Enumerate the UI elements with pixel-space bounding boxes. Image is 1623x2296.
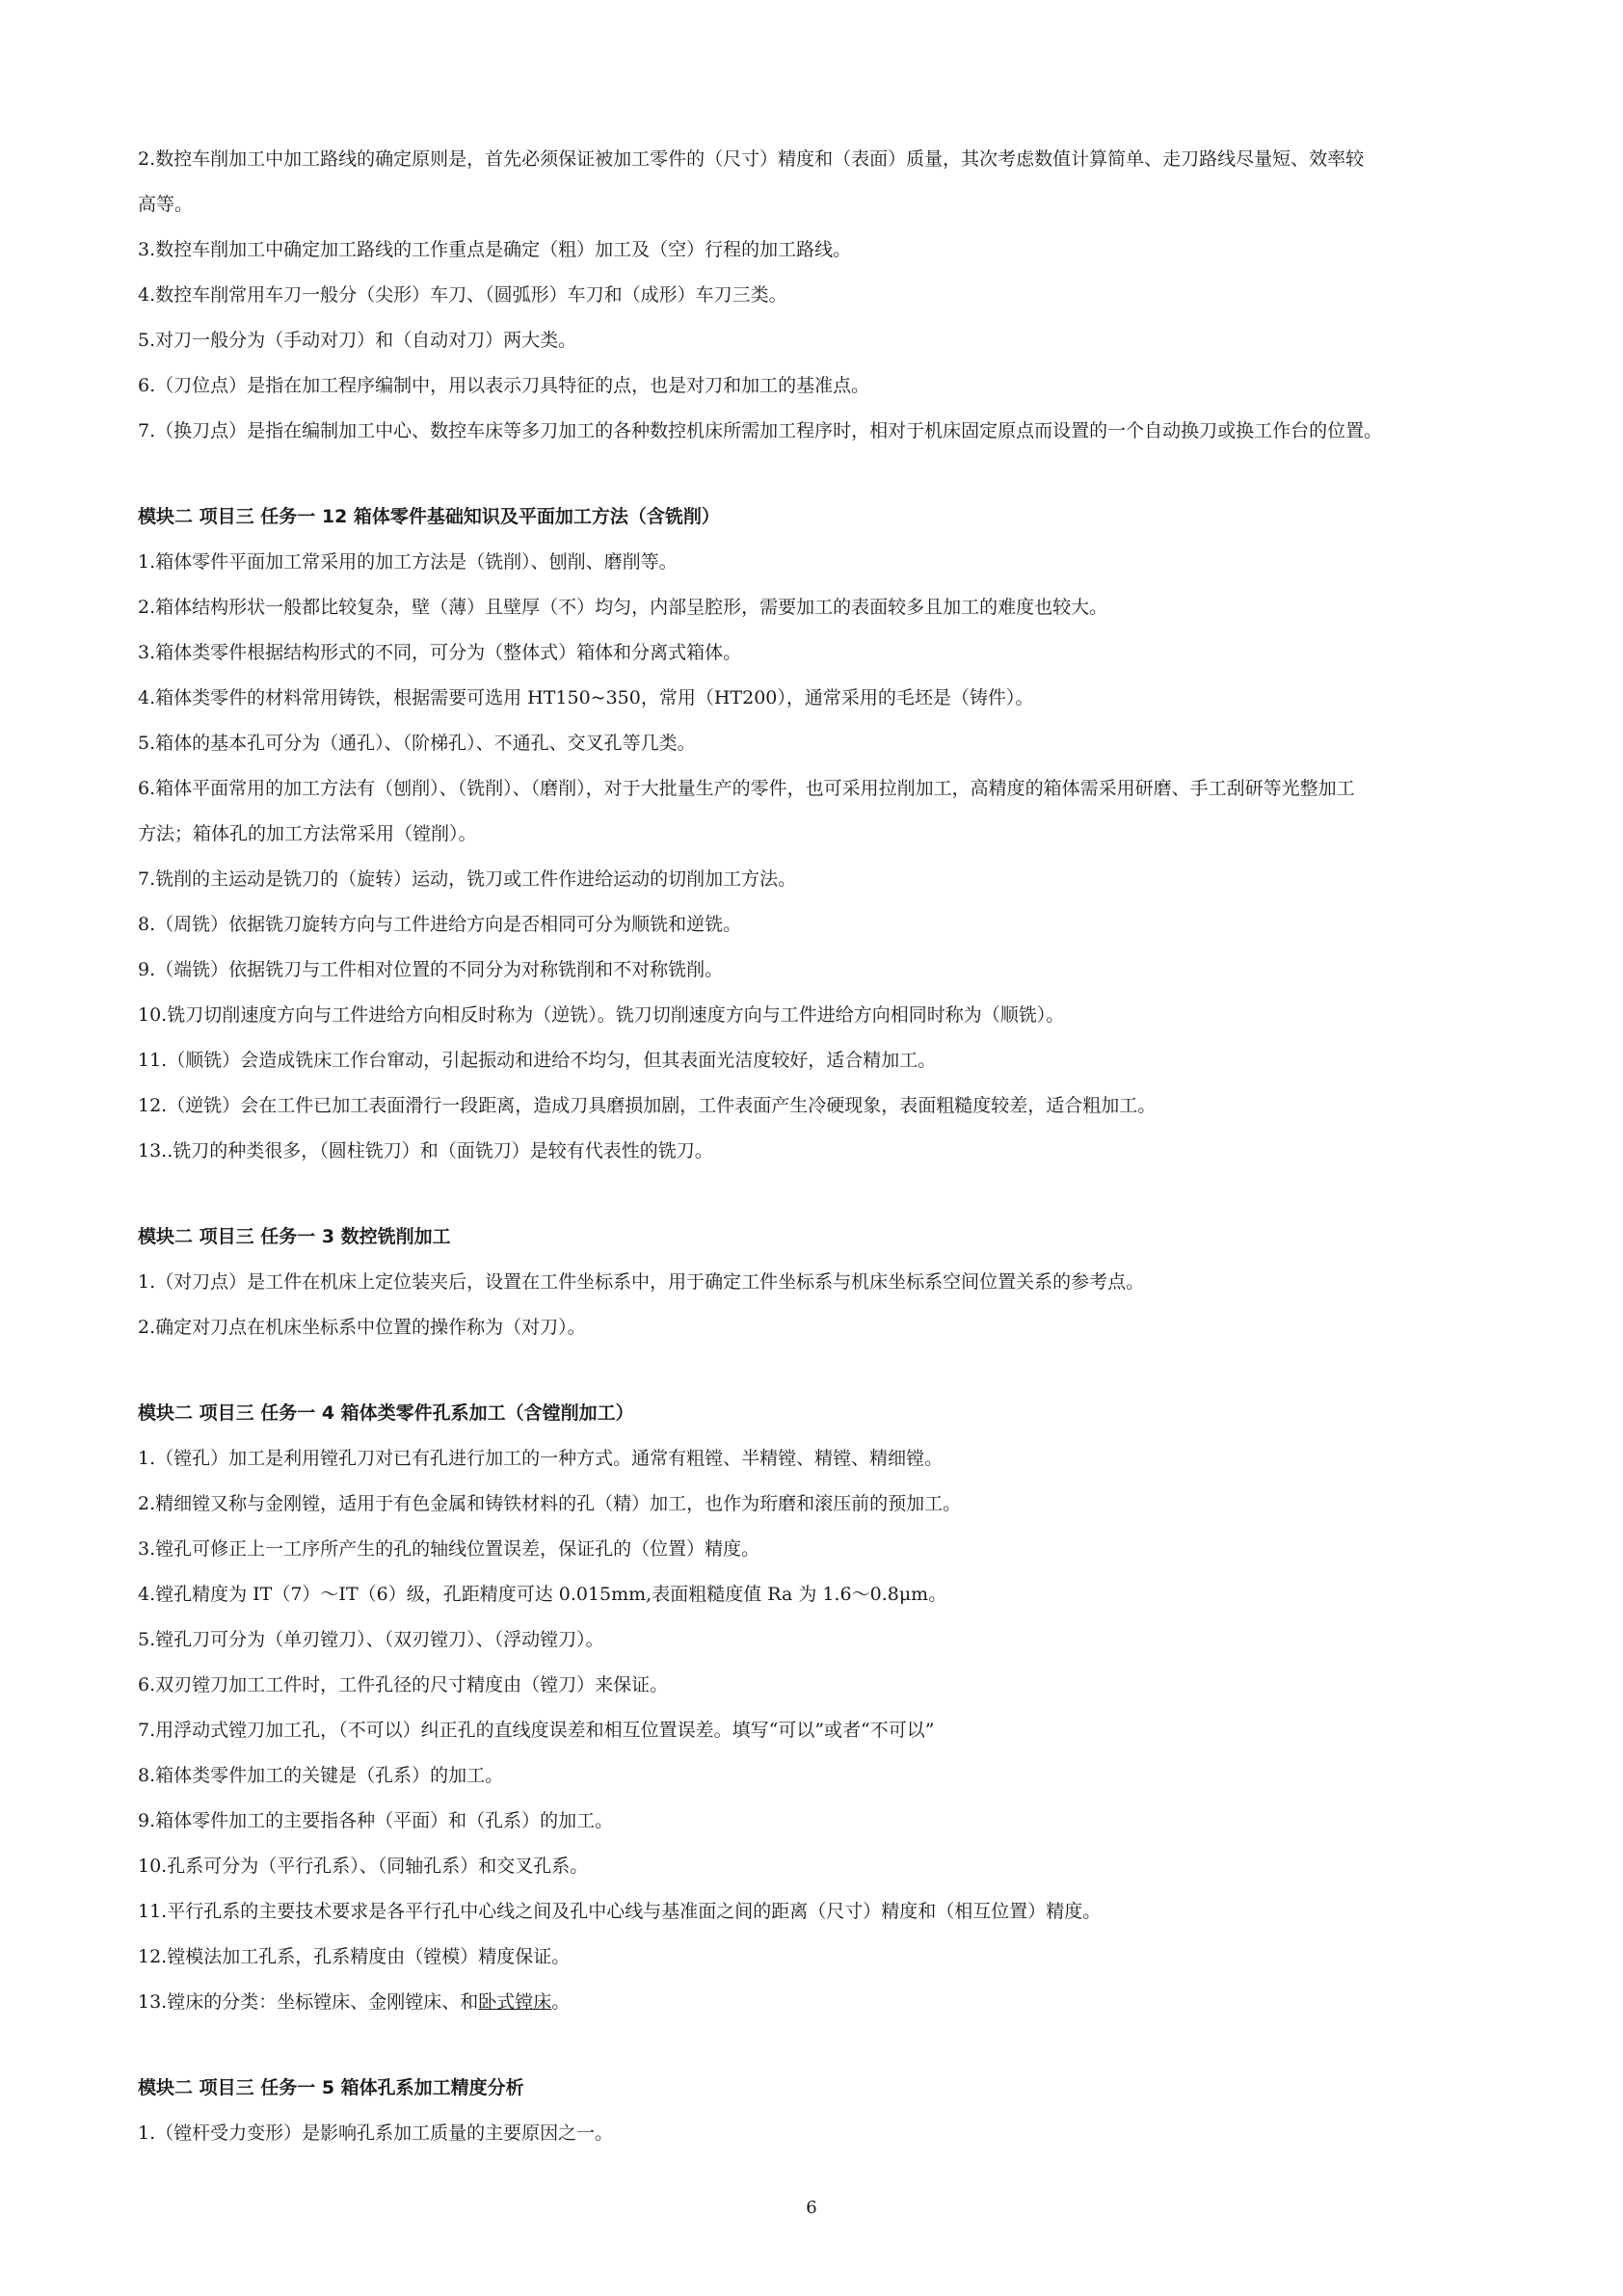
text-line: 6.双刃镗刀加工工件时，工件孔径的尺寸精度由（镗刀）来保证。: [138, 1674, 669, 1695]
text-line: 7.用浮动式镗刀加工孔，（不可以）纠正孔的直线度误差和相互位置误差。填写“可以”或者“不可以”: [138, 1720, 935, 1741]
text-fragment: 。: [551, 1991, 571, 2013]
text-line: 3.数控车削加工中确定加工路线的工作重点是确定（粗）加工及（空）行程的加工路线。: [138, 239, 852, 260]
text-line: 9.箱体零件加工的主要指各种（平面）和（孔系）的加工。: [138, 1810, 614, 1831]
text-line: 12.镗模法加工孔系，孔系精度由（镗模）精度保证。: [138, 1946, 571, 1967]
text-line: 5.镗孔刀可分为（单刃镗刀）、（双刃镗刀）、（浮动镗刀）。: [138, 1629, 604, 1650]
section-heading: 模块二 项目三 任务一 12 箱体零件基础知识及平面加工方法（含铣削）: [138, 506, 720, 527]
section-cnc-milling: [138, 1215, 1506, 1350]
text-line: 2.精细镗又称与金刚镗，适用于有色金属和铸铁材料的孔（精）加工，也作为珩磨和滚压前的预加工。: [138, 1493, 962, 1514]
section-spacer: [138, 454, 1506, 494]
section-spacer: [138, 1350, 1506, 1391]
text-fragment: 13.镗床的分类：坐标镗床、金刚镗床、和: [138, 1991, 479, 2013]
text-line: 13..铣刀的种类很多，（圆柱铣刀）和（面铣刀）是较有代表性的铣刀。: [138, 1140, 713, 1161]
text-line: 5.对刀一般分为（手动对刀）和（自动对刀）两大类。: [138, 330, 577, 351]
text-line: 10.铣刀切削速度方向与工件进给方向相反时称为（逆铣）。铣刀切削速度方向与工件进给方向相同时称为（顺铣）。: [138, 1004, 1065, 1026]
text-line: 6.（刀位点）是指在加工程序编制中，用以表示刀具特征的点，也是对刀和加工的基准点。: [138, 375, 870, 396]
text-line: 高等。: [138, 194, 194, 215]
section-precision-analysis: [138, 2066, 1506, 2156]
underlined-term: 卧式镗床: [478, 1991, 552, 2013]
section-spacer: [138, 1174, 1506, 1215]
text-line: 方法；箱体孔的加工方法常采用（镗削）。: [138, 823, 477, 844]
section-intro: [138, 137, 1506, 454]
section-hole-system-machining: [138, 1391, 1506, 2025]
text-line: 9.（端铣）依据铣刀与工件相对位置的不同分为对称铣削和不对称铣削。: [138, 959, 724, 980]
text-line: 3.镗孔可修正上一工序所产生的孔的轴线位置误差，保证孔的（位置）精度。: [138, 1538, 760, 1560]
text-line: 7.铣削的主运动是铣刀的（旋转）运动，铣刀或工件作进给运动的切削加工方法。: [138, 868, 797, 890]
document-content: [138, 137, 1506, 2156]
text-line: 2.确定对刀点在机床坐标系中位置的操作称为（对刀）。: [138, 1317, 586, 1338]
text-line: 12.（逆铣）会在工件已加工表面滑行一段距离，造成刀具磨损加剧，工件表面产生冷硬现象，表面粗糙度较差，适合粗加工。: [138, 1095, 1157, 1116]
section-box-parts-basics: [138, 494, 1506, 1174]
section-spacer: [138, 2025, 1506, 2066]
section-heading: 模块二 项目三 任务一 5 箱体孔系加工精度分析: [138, 2077, 524, 2098]
text-line: 4.箱体类零件的材料常用铸铁，根据需要可选用 HT150~350，常用（HT200），通常采用的毛坯是（铸件）。: [138, 687, 1034, 708]
text-line: 11.平行孔系的主要技术要求是各平行孔中心线之间及孔中心线与基准面之间的距离（尺寸）精度和（相互位置）精度。: [138, 1901, 1102, 1922]
page-number: 6: [806, 2198, 817, 2218]
text-line-with-underline: [138, 1980, 1506, 2025]
text-line: 8.（周铣）依据铣刀旋转方向与工件进给方向是否相同可分为顺铣和逆铣。: [138, 914, 742, 935]
text-line: 10.孔系可分为（平行孔系）、（同轴孔系）和交叉孔系。: [138, 1855, 589, 1877]
text-line: 1.箱体零件平面加工常采用的加工方法是（铣削）、刨削、磨削等。: [138, 551, 678, 573]
text-line: 11.（顺铣）会造成铣床工作台窜动，引起振动和进给不均匀，但其表面光洁度较好，适合精加工。: [138, 1050, 937, 1071]
text-line: 3.箱体类零件根据结构形式的不同，可分为（整体式）箱体和分离式箱体。: [138, 642, 742, 663]
section-heading: 模块二 项目三 任务一 4 箱体类零件孔系加工（含镗削加工）: [138, 1402, 634, 1424]
text-line: 7.（换刀点）是指在编制加工中心、数控车床等多刀加工的各种数控机床所需加工程序时，相对于机床固定原点而设置的一个自动换刀或换工作台的位置。: [138, 420, 1383, 441]
text-line: 4.镗孔精度为 IT（7）～IT（6）级，孔距精度可达 0.015mm,表面粗糙度值 Ra 为 1.6～0.8μm。: [138, 1584, 947, 1605]
text-line: 1.（对刀点）是工件在机床上定位装夹后，设置在工件坐标系中，用于确定工件坐标系与机床坐标系空间位置关系的参考点。: [138, 1271, 1145, 1293]
text-line: 5.箱体的基本孔可分为（通孔）、（阶梯孔）、不通孔、交叉孔等几类。: [138, 733, 696, 754]
section-heading: 模块二 项目三 任务一 3 数控铣削加工: [138, 1226, 451, 1247]
text-line: 8.箱体类零件加工的关键是（孔系）的加工。: [138, 1765, 504, 1786]
text-line: 6.箱体平面常用的加工方法有（刨削）、（铣削）、（磨削），对于大批量生产的零件，也可采用拉削加工，高精度的箱体需采用研磨、手工刮研等光整加工: [138, 778, 1355, 799]
text-line: 2.箱体结构形状一般都比较复杂，壁（薄）且壁厚（不）均匀，内部呈腔形，需要加工的表面较多且加工的难度也较大。: [138, 597, 1108, 618]
text-line: 2.数控车削加工中加工路线的确定原则是，首先必须保证被加工零件的（尺寸）精度和（表面）质量，其次考虑数值计算简单、走刀路线尽量短、效率较: [138, 148, 1365, 170]
text-line: 1.（镗杆受力变形）是影响孔系加工质量的主要原因之一。: [138, 2122, 614, 2144]
text-line: 4.数控车削常用车刀一般分（尖形）车刀、（圆弧形）车刀和（成形）车刀三类。: [138, 284, 787, 306]
text-line: 1.（镗孔）加工是利用镗孔刀对已有孔进行加工的一种方式。通常有粗镗、半精镗、精镗、精细镗。: [138, 1448, 944, 1469]
